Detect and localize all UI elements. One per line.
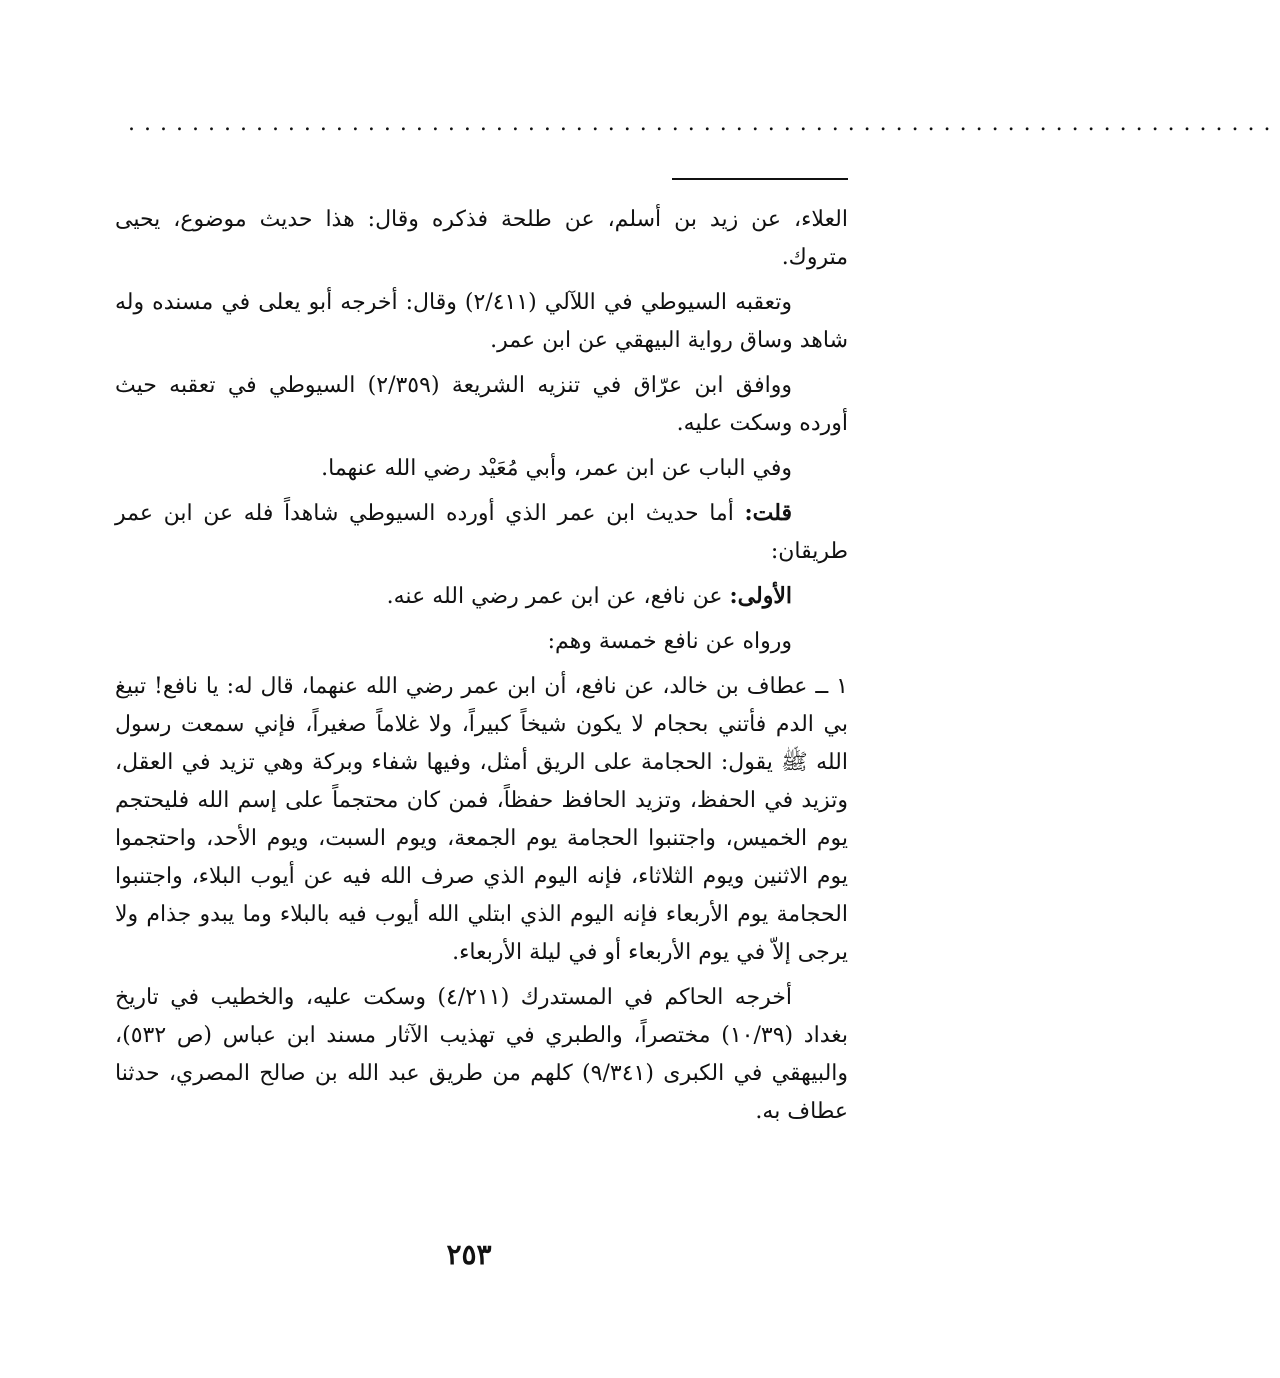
page-number: ٢٥٣ — [446, 1238, 492, 1271]
footnote-rule — [672, 178, 848, 180]
paragraph-text: ١ ــ عطاف بن خالد، عن نافع، أن ابن عمر رضي الله عنهما، قال له: يا نافع! تبيغ بي الدم فأتني بحجام لا يكون شيخاً كبيراً، ولا غلاماً صغيراً، فإني سمعت رسول الله ﷺ يقول: الحجامة على الريق أمثل، وفيها شفاء وبركة وهي تزيد في العقل، وتزيد في الحفظ، وتزيد الحافظ حفظاً، فمن كان محتجماً على إسم الله فليحتجم يوم الخميس، واجتنبوا الحجامة يوم الجمعة، ويوم السبت، ويوم الأحد، واحتجموا يوم الاثنين ويوم الثلاثاء، فإنه اليوم الذي صرف الله فيه عن أيوب البلاء، واجتنبوا الحجامة يوم الأربعاء فإنه اليوم الذي ابتلي الله أيوب فيه بالبلاء وما يبدو جذام ولا يرجى إلاّ في يوم الأربعاء أو في ليلة الأربعاء. — [115, 674, 848, 965]
paragraph-lead: قلت: — [744, 500, 792, 526]
paragraph-text: أما حديث ابن عمر الذي أورده السيوطي شاهداً فله عن ابن عمر طريقان: — [115, 501, 848, 564]
paragraph-4 — [115, 449, 848, 488]
paragraph-text: ووافق ابن عرّاق في تنزيه الشريعة (٢/٣٥٩) السيوطي في تعقبه حيث أورده وسكت عليه. — [115, 373, 848, 436]
paragraph-text: وفي الباب عن ابن عمر، وأبي مُعَيْد رضي الله عنهما. — [321, 456, 792, 481]
paragraph-text: عن نافع، عن ابن عمر رضي الله عنه. — [386, 584, 730, 609]
paragraph-lead: الأولى: — [729, 583, 792, 609]
paragraph-text: أخرجه الحاكم في المستدرك (٤/٢١١) وسكت عليه، والخطيب في تاريخ بغداد (١٠/٣٩) مختصراً، والطبري في تهذيب الآثار مسند ابن عباس (ص ٥٣٢)، والبيهقي في الكبرى (٩/٣٤١) كلهم من طريق عبد الله بن صالح المصري، حدثنا عطاف به. — [115, 985, 849, 1124]
paragraph-8 — [115, 667, 848, 972]
paragraph-6 — [115, 577, 848, 616]
page-body — [115, 200, 848, 1137]
paragraph-7 — [115, 622, 848, 661]
paragraph-text: ورواه عن نافع خمسة وهم: — [547, 629, 792, 654]
paragraph-2 — [115, 283, 848, 360]
paragraph-text: العلاء، عن زيد بن أسلم، عن طلحة فذكره وقال: هذا حديث موضوع، يحيى متروك. — [115, 207, 848, 270]
paragraph-3 — [115, 366, 848, 443]
paragraph-5 — [115, 494, 848, 571]
paragraph-9 — [115, 978, 848, 1131]
paragraph-text: وتعقبه السيوطي في اللآلي (٢/٤١١) وقال: أخرجه أبو يعلى في مسنده وله شاهد وساق رواية البيهقي عن ابن عمر. — [115, 290, 848, 353]
paragraph-1 — [115, 200, 848, 277]
separator-dots: ........................................................................ — [128, 111, 1280, 136]
